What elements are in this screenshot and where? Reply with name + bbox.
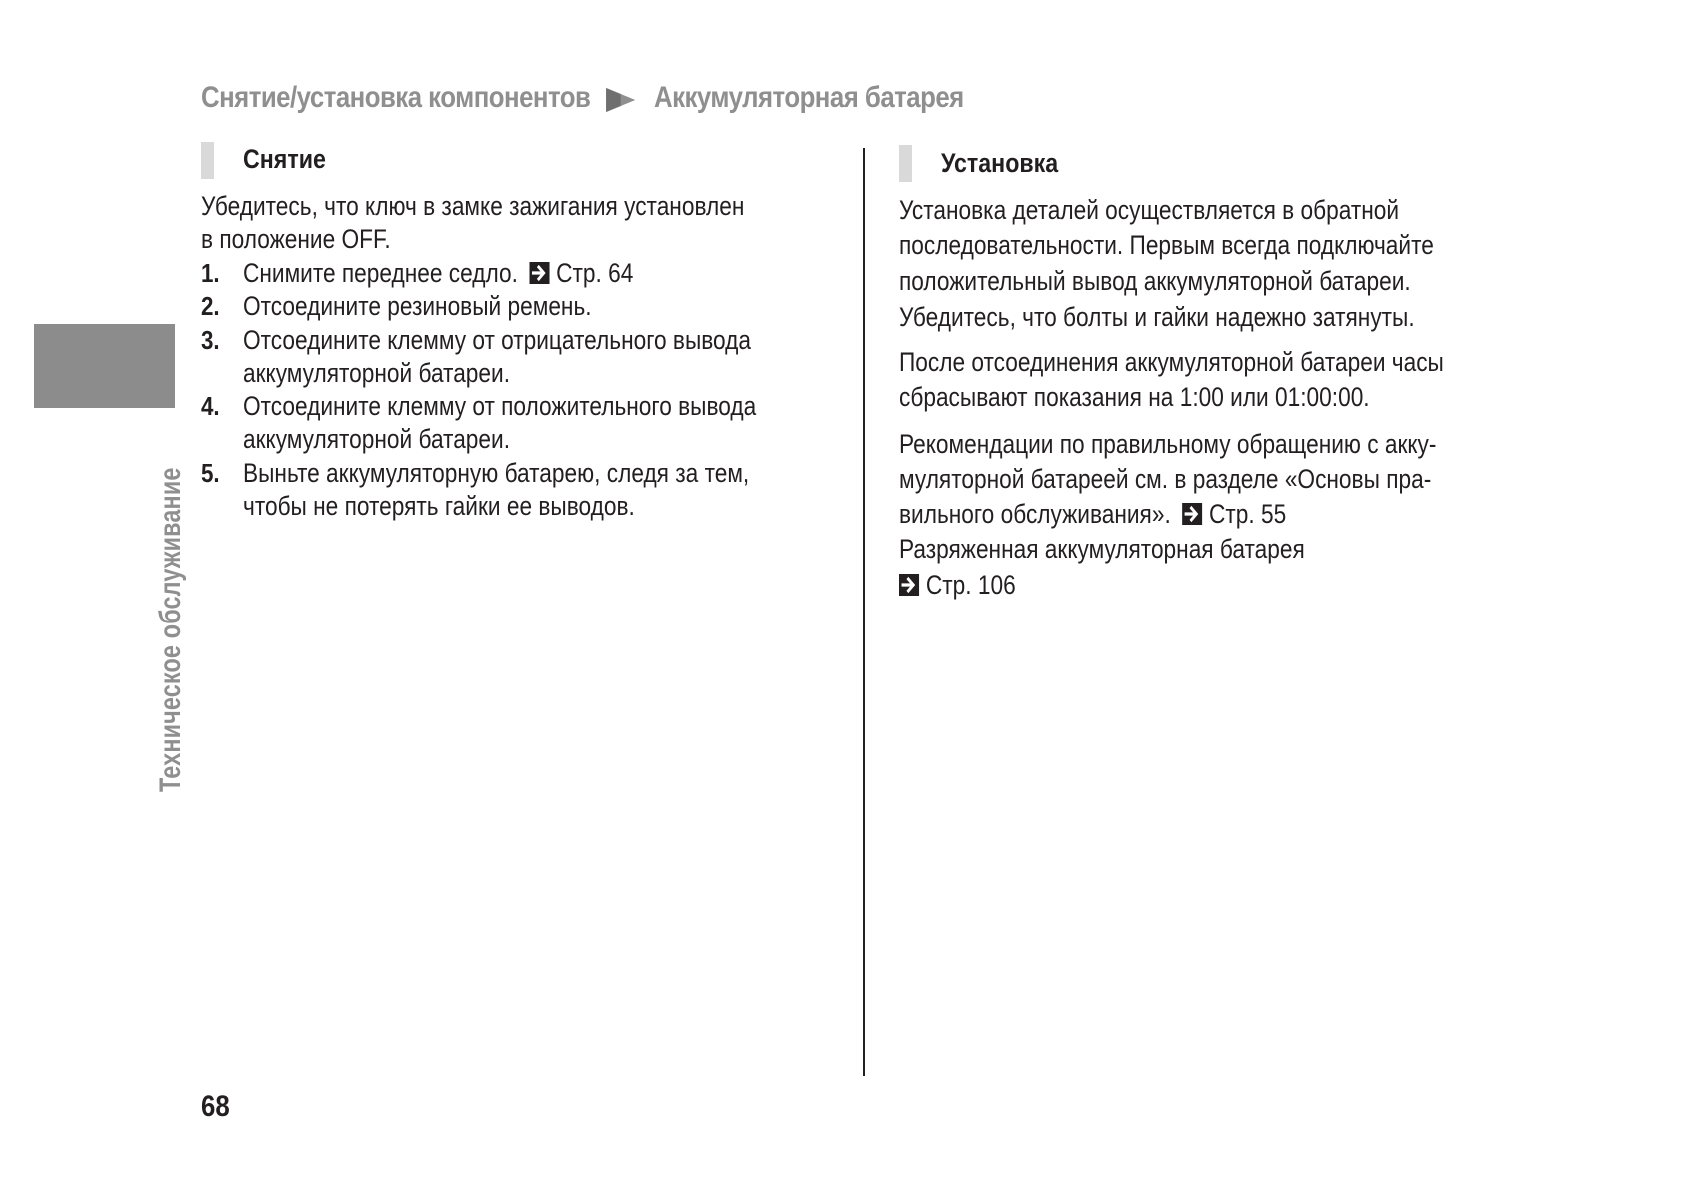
- step-line: Отсоедините резиновый ремень.: [243, 291, 592, 321]
- side-tab-marker: [34, 324, 175, 408]
- installation-line-with-ref: [899, 498, 1286, 531]
- page-reference-link[interactable]: Стр. 55: [1208, 499, 1287, 529]
- installation-line: положительный вывод аккумуляторной батареи.: [899, 266, 1411, 296]
- installation-ref-line: [899, 569, 1016, 602]
- heading-bar: [201, 142, 214, 179]
- step-line: аккумуляторной батареи.: [243, 424, 511, 454]
- installation-line: муляторной батареей см. в разделе «Основы пра-: [899, 464, 1432, 494]
- page-reference-arrow-icon: [1182, 503, 1202, 525]
- installation-line: Убедитесь, что болты и гайки надежно затянуты.: [899, 302, 1415, 332]
- step-line: Отсоедините клемму от отрицательного вывода: [243, 325, 752, 355]
- removal-intro-line: в положение OFF.: [201, 224, 391, 254]
- page-reference-link[interactable]: Стр. 106: [925, 570, 1016, 600]
- removal-heading: Снятие: [243, 144, 326, 174]
- step-number: 2.: [201, 291, 220, 321]
- step-number: 5.: [201, 458, 220, 488]
- page-number: 68: [201, 1090, 230, 1123]
- step-line: Выньте аккумуляторную батарею, следя за тем,: [243, 458, 750, 488]
- installation-line: Рекомендации по правильному обращению с акку-: [899, 429, 1437, 459]
- installation-line: сбрасывают показания на 1:00 или 01:00:00.: [899, 382, 1370, 412]
- page-reference-link[interactable]: Стр. 64: [556, 258, 634, 288]
- installation-line: вильного обслуживания».: [899, 499, 1171, 529]
- installation-line: Разряженная аккумуляторная батарея: [899, 534, 1305, 564]
- breadcrumb: [201, 78, 964, 118]
- column-divider: [863, 148, 865, 1076]
- installation-line: последовательности. Первым всегда подключайте: [899, 230, 1434, 260]
- step-number: 1.: [201, 258, 220, 288]
- step-number: 4.: [201, 391, 220, 421]
- breadcrumb-section: Снятие/установка компонентов: [201, 81, 591, 114]
- page-reference-arrow-icon: [899, 574, 919, 596]
- page-reference-arrow-icon: [529, 262, 549, 284]
- step-number: 3.: [201, 325, 220, 355]
- step-line: аккумуляторной батареи.: [243, 358, 511, 388]
- side-tab-label: Техническое обслуживание: [154, 467, 187, 792]
- step-line: Отсоедините клемму от положительного вывода: [243, 391, 757, 421]
- step-line: Снимите переднее седло.: [243, 258, 518, 288]
- installation-heading: Установка: [941, 148, 1059, 178]
- installation-line: После отсоединения аккумуляторной батареи часы: [899, 347, 1444, 377]
- heading-bar: [899, 145, 912, 182]
- flag-arrow-icon: [606, 86, 635, 110]
- breadcrumb-topic: Аккумуляторная батарея: [654, 81, 964, 114]
- step-line: чтобы не потерять гайки ее выводов.: [243, 491, 635, 521]
- installation-line: Установка деталей осуществляется в обратной: [899, 195, 1400, 225]
- removal-intro-line: Убедитесь, что ключ в замке зажигания установлен: [201, 191, 745, 221]
- step-text: [243, 257, 633, 290]
